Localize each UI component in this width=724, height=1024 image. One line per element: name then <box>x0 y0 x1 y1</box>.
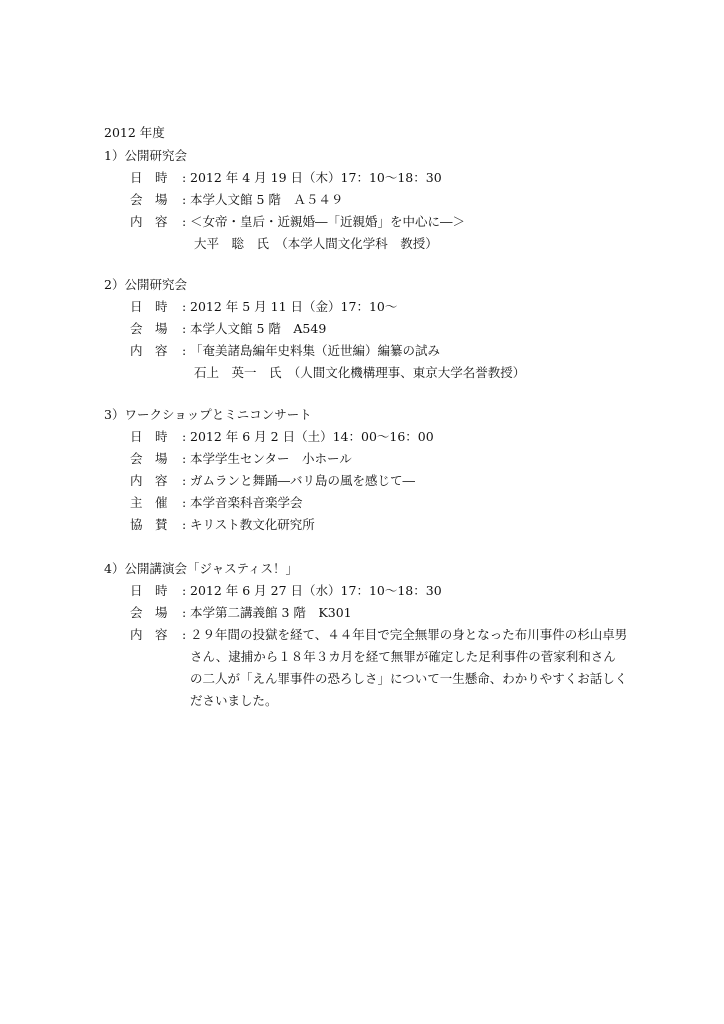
speaker-line: 石上 英一 氏 （人間文化機構理事、東京大学名誉教授） <box>194 365 526 380</box>
row-label: 内 容 <box>130 343 168 358</box>
row-value: 2012 年 6 月 2 日（土）14：00〜16：00 <box>190 429 434 444</box>
row-value: 2012 年 6 月 27 日（水）17：10〜18：30 <box>190 583 442 598</box>
content-row <box>130 624 644 712</box>
colon: : <box>182 627 187 642</box>
venue-row <box>130 602 644 624</box>
row-value: 本学音楽科音楽学会 <box>190 495 303 510</box>
row-label: 内 容 <box>130 473 168 488</box>
colon: : <box>182 343 187 358</box>
row-label: 協 賛 <box>130 517 168 532</box>
section-2 <box>104 274 644 384</box>
section-1 <box>104 145 644 255</box>
content-line: の二人が「えん罪事件の恐ろしさ」について一生懸命、わかりやすくお話しく <box>190 671 628 686</box>
speaker-line: 大平 聡 氏 （本学人間文化学科 教授） <box>194 236 438 251</box>
row-label: 会 場 <box>130 451 168 466</box>
row-label: 日 時 <box>130 583 168 598</box>
venue-row <box>130 448 644 470</box>
row-label: 内 容 <box>130 214 168 229</box>
organizer-row <box>130 492 644 514</box>
row-value: 本学第二講義館 3 階 K301 <box>190 605 352 620</box>
colon: : <box>182 495 187 510</box>
venue-row <box>130 189 644 211</box>
row-label: 日 時 <box>130 429 168 444</box>
colon: : <box>182 192 187 207</box>
row-value: 本学人文館 5 階 Ａ５４９ <box>190 192 344 207</box>
section-heading: 2）公開研究会 <box>104 277 187 292</box>
content-row <box>130 340 644 362</box>
colon: : <box>182 451 187 466</box>
content-paragraph <box>190 624 627 712</box>
date-row <box>130 296 644 318</box>
row-value: ガムランと舞踊―バリ島の風を感じて― <box>190 473 416 488</box>
row-label: 会 場 <box>130 192 168 207</box>
content-line: ださいました。 <box>190 693 278 708</box>
colon: : <box>182 473 187 488</box>
row-value: 2012 年 4 月 19 日（木）17：10〜18：30 <box>190 170 442 185</box>
year-heading: 2012 年度 <box>104 125 165 140</box>
section-3 <box>104 404 644 536</box>
content-row <box>130 211 644 233</box>
colon: : <box>182 605 187 620</box>
section-heading: 1）公開研究会 <box>104 148 187 163</box>
row-label: 主 催 <box>130 495 168 510</box>
colon: : <box>182 170 187 185</box>
row-label: 日 時 <box>130 299 168 314</box>
colon: : <box>182 214 187 229</box>
row-value: キリスト教文化研究所 <box>190 517 315 532</box>
colon: : <box>182 517 187 532</box>
colon: : <box>182 321 187 336</box>
row-label: 会 場 <box>130 605 168 620</box>
row-value: 本学学生センター 小ホール <box>190 451 352 466</box>
row-value: 本学人文館 5 階 A549 <box>190 321 327 336</box>
row-label: 会 場 <box>130 321 168 336</box>
colon: : <box>182 583 187 598</box>
section-4 <box>104 558 644 712</box>
row-value: 「奄美諸島編年史料集（近世編）編纂の試み <box>190 343 441 358</box>
date-row <box>130 426 644 448</box>
row-label: 内 容 <box>130 627 168 642</box>
date-row <box>130 580 644 602</box>
section-heading: 3）ワークショップとミニコンサート <box>104 407 312 422</box>
colon: : <box>182 429 187 444</box>
section-heading: 4）公開講演会「ジャスティス！」 <box>104 561 298 576</box>
row-value: 2012 年 5 月 11 日（金）17：10〜 <box>190 299 398 314</box>
colon: : <box>182 299 187 314</box>
row-value: ＜女帝・皇后・近親婚―「近親婚」を中心に―＞ <box>190 214 466 229</box>
venue-row <box>130 318 644 340</box>
content-row <box>130 470 644 492</box>
row-label: 日 時 <box>130 170 168 185</box>
sponsor-row <box>130 514 644 536</box>
content-line: さん、逮捕から１８年３カ月を経て無罪が確定した足利事件の菅家利和さん <box>190 649 616 664</box>
content-line: ２９年間の投獄を経て、４４年目で完全無罪の身となった布川事件の杉山卓男 <box>190 627 628 642</box>
date-row <box>130 167 644 189</box>
